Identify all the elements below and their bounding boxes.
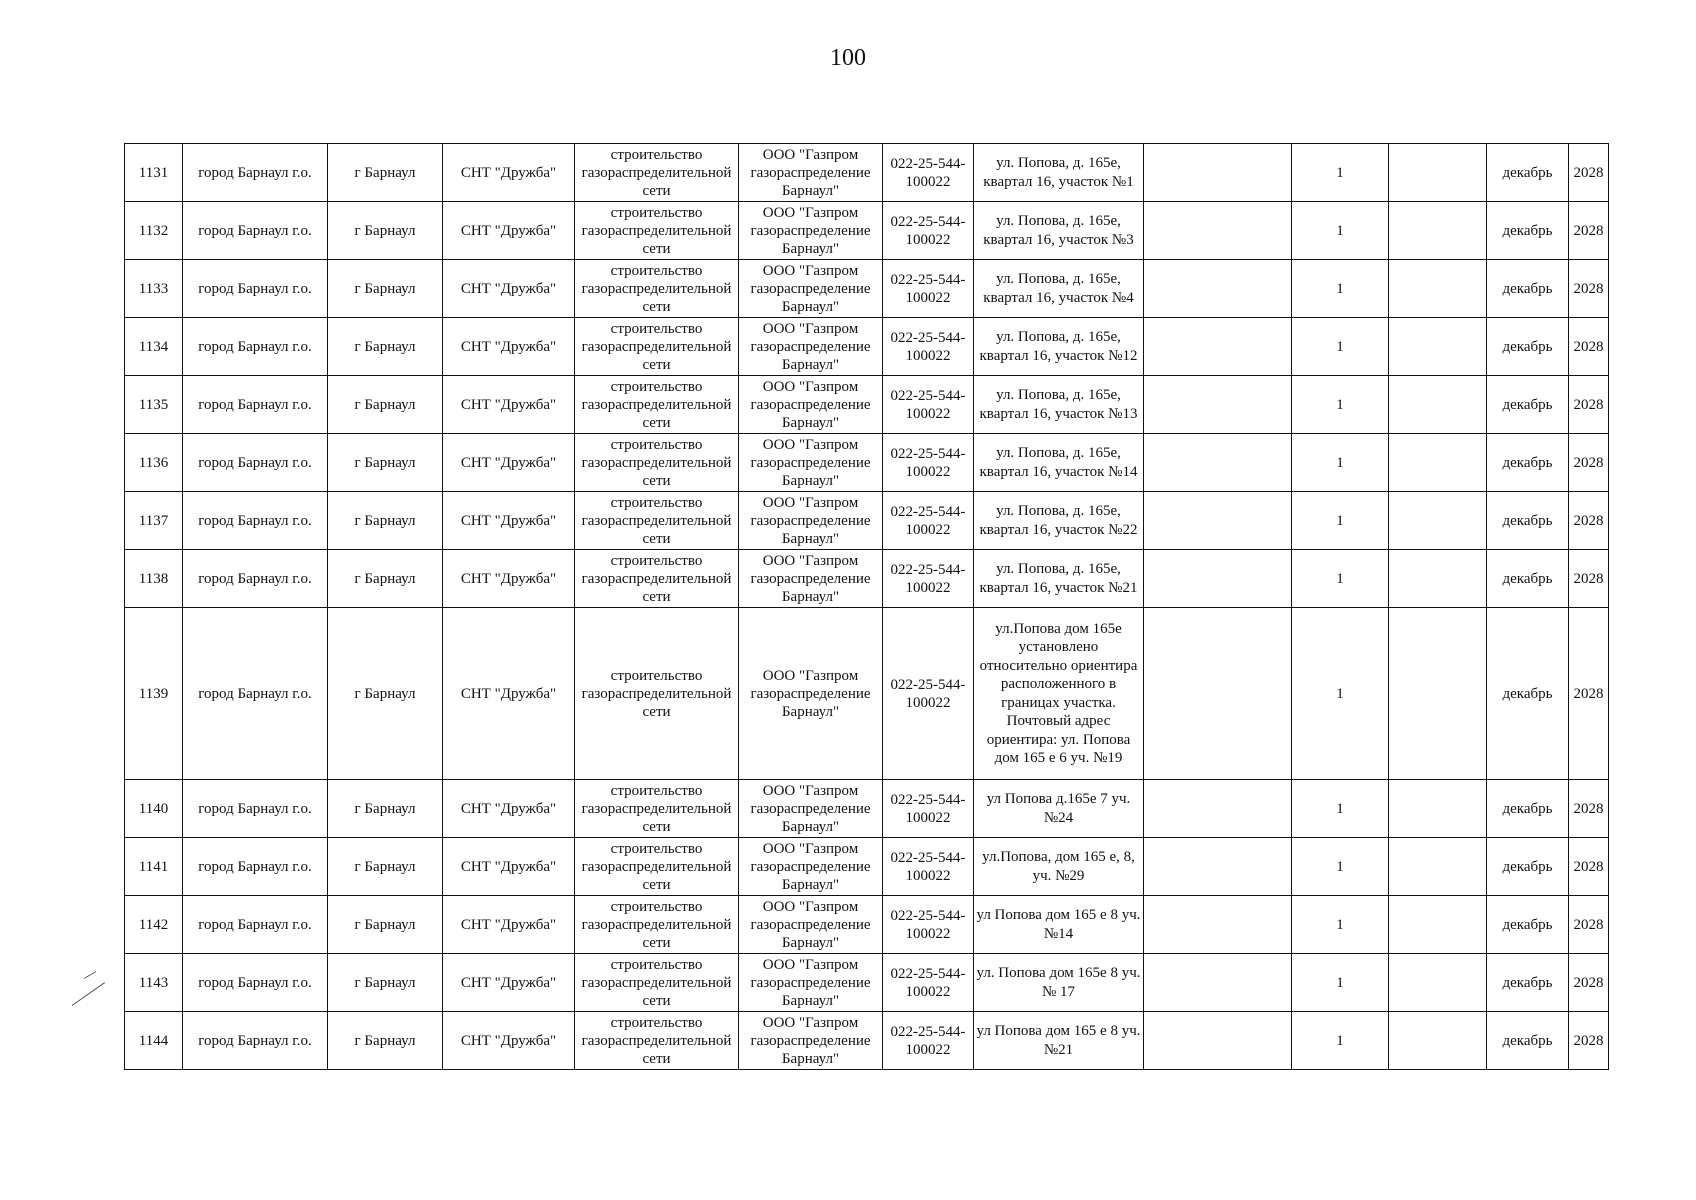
- count-cell: 1: [1292, 318, 1389, 376]
- municipality-cell: город Барнаул г.о.: [183, 550, 328, 608]
- code-cell: 022-25-544-100022: [883, 318, 974, 376]
- empty-cell: [1389, 434, 1487, 492]
- organization-cell: ООО "Газпром газораспределение Барнаул": [739, 260, 883, 318]
- empty-cell: [1389, 1012, 1487, 1070]
- settlement-cell: г Барнаул: [328, 780, 443, 838]
- address-cell: ул. Попова, д. 165е, квартал 16, участок №21: [974, 550, 1144, 608]
- month-cell: декабрь: [1487, 434, 1569, 492]
- work-type-cell: строительство газораспределительной сети: [575, 202, 739, 260]
- year-cell: 2028: [1569, 780, 1609, 838]
- empty-cell: [1144, 896, 1292, 954]
- year-cell: 2028: [1569, 1012, 1609, 1070]
- address-cell: ул. Попова, д. 165е, квартал 16, участок №12: [974, 318, 1144, 376]
- work-type-cell: строительство газораспределительной сети: [575, 896, 739, 954]
- work-type-cell: строительство газораспределительной сети: [575, 1012, 739, 1070]
- row-number-cell: 1138: [125, 550, 183, 608]
- month-cell: декабрь: [1487, 376, 1569, 434]
- organization-cell: ООО "Газпром газораспределение Барнаул": [739, 492, 883, 550]
- code-cell: 022-25-544-100022: [883, 550, 974, 608]
- work-type-cell: строительство газораспределительной сети: [575, 780, 739, 838]
- municipality-cell: город Барнаул г.о.: [183, 144, 328, 202]
- address-cell: ул. Попова дом 165е 8 уч. № 17: [974, 954, 1144, 1012]
- empty-cell: [1389, 896, 1487, 954]
- address-cell: ул. Попова, д. 165е, квартал 16, участок №14: [974, 434, 1144, 492]
- empty-cell: [1389, 954, 1487, 1012]
- settlement-cell: г Барнаул: [328, 260, 443, 318]
- count-cell: 1: [1292, 838, 1389, 896]
- year-cell: 2028: [1569, 896, 1609, 954]
- count-cell: 1: [1292, 550, 1389, 608]
- year-cell: 2028: [1569, 260, 1609, 318]
- row-number-cell: 1137: [125, 492, 183, 550]
- municipality-cell: город Барнаул г.о.: [183, 434, 328, 492]
- empty-cell: [1389, 202, 1487, 260]
- address-cell: ул. Попова, д. 165е, квартал 16, участок №1: [974, 144, 1144, 202]
- empty-cell: [1144, 608, 1292, 780]
- code-cell: 022-25-544-100022: [883, 1012, 974, 1070]
- empty-cell: [1144, 202, 1292, 260]
- count-cell: 1: [1292, 954, 1389, 1012]
- address-cell: ул. Попова, д. 165е, квартал 16, участок №22: [974, 492, 1144, 550]
- settlement-cell: г Барнаул: [328, 954, 443, 1012]
- table-row: [125, 318, 1609, 376]
- month-cell: декабрь: [1487, 896, 1569, 954]
- empty-cell: [1144, 1012, 1292, 1070]
- empty-cell: [1389, 260, 1487, 318]
- address-cell: ул Попова дом 165 е 8 уч. №21: [974, 1012, 1144, 1070]
- table-row: [125, 434, 1609, 492]
- municipality-cell: город Барнаул г.о.: [183, 318, 328, 376]
- partnership-cell: СНТ "Дружба": [443, 202, 575, 260]
- count-cell: 1: [1292, 434, 1389, 492]
- code-cell: 022-25-544-100022: [883, 260, 974, 318]
- settlement-cell: г Барнаул: [328, 896, 443, 954]
- address-cell: ул Попова д.165е 7 уч. №24: [974, 780, 1144, 838]
- partnership-cell: СНТ "Дружба": [443, 318, 575, 376]
- settlement-cell: г Барнаул: [328, 144, 443, 202]
- work-type-cell: строительство газораспределительной сети: [575, 434, 739, 492]
- organization-cell: ООО "Газпром газораспределение Барнаул": [739, 376, 883, 434]
- organization-cell: ООО "Газпром газораспределение Барнаул": [739, 780, 883, 838]
- work-type-cell: строительство газораспределительной сети: [575, 954, 739, 1012]
- table-row: [125, 608, 1609, 780]
- row-number-cell: 1143: [125, 954, 183, 1012]
- year-cell: 2028: [1569, 144, 1609, 202]
- empty-cell: [1144, 434, 1292, 492]
- settlement-cell: г Барнаул: [328, 1012, 443, 1070]
- code-cell: 022-25-544-100022: [883, 838, 974, 896]
- month-cell: декабрь: [1487, 838, 1569, 896]
- organization-cell: ООО "Газпром газораспределение Барнаул": [739, 608, 883, 780]
- partnership-cell: СНТ "Дружба": [443, 838, 575, 896]
- month-cell: декабрь: [1487, 954, 1569, 1012]
- month-cell: декабрь: [1487, 202, 1569, 260]
- scan-mark: [84, 971, 97, 979]
- municipality-cell: город Барнаул г.о.: [183, 202, 328, 260]
- code-cell: 022-25-544-100022: [883, 434, 974, 492]
- row-number-cell: 1142: [125, 896, 183, 954]
- year-cell: 2028: [1569, 492, 1609, 550]
- count-cell: 1: [1292, 260, 1389, 318]
- organization-cell: ООО "Газпром газораспределение Барнаул": [739, 202, 883, 260]
- empty-cell: [1144, 144, 1292, 202]
- year-cell: 2028: [1569, 608, 1609, 780]
- empty-cell: [1389, 838, 1487, 896]
- settlement-cell: г Барнаул: [328, 550, 443, 608]
- empty-cell: [1389, 550, 1487, 608]
- count-cell: 1: [1292, 1012, 1389, 1070]
- work-type-cell: строительство газораспределительной сети: [575, 608, 739, 780]
- work-type-cell: строительство газораспределительной сети: [575, 144, 739, 202]
- month-cell: декабрь: [1487, 318, 1569, 376]
- code-cell: 022-25-544-100022: [883, 608, 974, 780]
- empty-cell: [1144, 260, 1292, 318]
- address-cell: ул. Попова, д. 165е, квартал 16, участок №4: [974, 260, 1144, 318]
- table-row: [125, 260, 1609, 318]
- settlement-cell: г Барнаул: [328, 318, 443, 376]
- organization-cell: ООО "Газпром газораспределение Барнаул": [739, 896, 883, 954]
- month-cell: декабрь: [1487, 608, 1569, 780]
- year-cell: 2028: [1569, 550, 1609, 608]
- municipality-cell: город Барнаул г.о.: [183, 376, 328, 434]
- partnership-cell: СНТ "Дружба": [443, 608, 575, 780]
- address-cell: ул Попова дом 165 е 8 уч. №14: [974, 896, 1144, 954]
- municipality-cell: город Барнаул г.о.: [183, 1012, 328, 1070]
- work-type-cell: строительство газораспределительной сети: [575, 838, 739, 896]
- address-cell: ул.Попова, дом 165 е, 8, уч. №29: [974, 838, 1144, 896]
- count-cell: 1: [1292, 144, 1389, 202]
- row-number-cell: 1131: [125, 144, 183, 202]
- row-number-cell: 1134: [125, 318, 183, 376]
- municipality-cell: город Барнаул г.о.: [183, 838, 328, 896]
- month-cell: декабрь: [1487, 260, 1569, 318]
- table-body: [125, 144, 1609, 1070]
- work-type-cell: строительство газораспределительной сети: [575, 260, 739, 318]
- table-row: [125, 1012, 1609, 1070]
- month-cell: декабрь: [1487, 550, 1569, 608]
- empty-cell: [1389, 780, 1487, 838]
- work-type-cell: строительство газораспределительной сети: [575, 376, 739, 434]
- row-number-cell: 1141: [125, 838, 183, 896]
- settlement-cell: г Барнаул: [328, 492, 443, 550]
- row-number-cell: 1133: [125, 260, 183, 318]
- table-row: [125, 492, 1609, 550]
- empty-cell: [1144, 492, 1292, 550]
- count-cell: 1: [1292, 202, 1389, 260]
- organization-cell: ООО "Газпром газораспределение Барнаул": [739, 144, 883, 202]
- empty-cell: [1389, 376, 1487, 434]
- partnership-cell: СНТ "Дружба": [443, 260, 575, 318]
- settlement-cell: г Барнаул: [328, 376, 443, 434]
- row-number-cell: 1140: [125, 780, 183, 838]
- municipality-cell: город Барнаул г.о.: [183, 492, 328, 550]
- partnership-cell: СНТ "Дружба": [443, 434, 575, 492]
- table-row: [125, 954, 1609, 1012]
- work-type-cell: строительство газораспределительной сети: [575, 550, 739, 608]
- empty-cell: [1389, 492, 1487, 550]
- partnership-cell: СНТ "Дружба": [443, 780, 575, 838]
- count-cell: 1: [1292, 608, 1389, 780]
- code-cell: 022-25-544-100022: [883, 376, 974, 434]
- partnership-cell: СНТ "Дружба": [443, 896, 575, 954]
- partnership-cell: СНТ "Дружба": [443, 144, 575, 202]
- page-number: 100: [830, 45, 866, 71]
- code-cell: 022-25-544-100022: [883, 492, 974, 550]
- year-cell: 2028: [1569, 318, 1609, 376]
- register-table: [124, 143, 1609, 1070]
- table-row: [125, 550, 1609, 608]
- settlement-cell: г Барнаул: [328, 838, 443, 896]
- empty-cell: [1389, 318, 1487, 376]
- municipality-cell: город Барнаул г.о.: [183, 780, 328, 838]
- organization-cell: ООО "Газпром газораспределение Барнаул": [739, 318, 883, 376]
- year-cell: 2028: [1569, 434, 1609, 492]
- scan-mark: [72, 982, 105, 1006]
- organization-cell: ООО "Газпром газораспределение Барнаул": [739, 838, 883, 896]
- year-cell: 2028: [1569, 202, 1609, 260]
- organization-cell: ООО "Газпром газораспределение Барнаул": [739, 1012, 883, 1070]
- count-cell: 1: [1292, 780, 1389, 838]
- count-cell: 1: [1292, 896, 1389, 954]
- table-row: [125, 838, 1609, 896]
- code-cell: 022-25-544-100022: [883, 780, 974, 838]
- table-row: [125, 144, 1609, 202]
- address-cell: ул. Попова, д. 165е, квартал 16, участок №3: [974, 202, 1144, 260]
- work-type-cell: строительство газораспределительной сети: [575, 492, 739, 550]
- count-cell: 1: [1292, 376, 1389, 434]
- row-number-cell: 1135: [125, 376, 183, 434]
- row-number-cell: 1144: [125, 1012, 183, 1070]
- code-cell: 022-25-544-100022: [883, 896, 974, 954]
- empty-cell: [1389, 608, 1487, 780]
- address-cell: ул. Попова, д. 165е, квартал 16, участок №13: [974, 376, 1144, 434]
- row-number-cell: 1139: [125, 608, 183, 780]
- partnership-cell: СНТ "Дружба": [443, 376, 575, 434]
- month-cell: декабрь: [1487, 780, 1569, 838]
- partnership-cell: СНТ "Дружба": [443, 492, 575, 550]
- settlement-cell: г Барнаул: [328, 434, 443, 492]
- empty-cell: [1389, 144, 1487, 202]
- partnership-cell: СНТ "Дружба": [443, 954, 575, 1012]
- row-number-cell: 1136: [125, 434, 183, 492]
- month-cell: декабрь: [1487, 1012, 1569, 1070]
- code-cell: 022-25-544-100022: [883, 202, 974, 260]
- organization-cell: ООО "Газпром газораспределение Барнаул": [739, 434, 883, 492]
- row-number-cell: 1132: [125, 202, 183, 260]
- municipality-cell: город Барнаул г.о.: [183, 260, 328, 318]
- empty-cell: [1144, 376, 1292, 434]
- work-type-cell: строительство газораспределительной сети: [575, 318, 739, 376]
- partnership-cell: СНТ "Дружба": [443, 550, 575, 608]
- empty-cell: [1144, 318, 1292, 376]
- count-cell: 1: [1292, 492, 1389, 550]
- empty-cell: [1144, 780, 1292, 838]
- address-cell: ул.Попова дом 165е установлено относительно ориентира расположенного в границах участка. Почтовый адрес ориентира: ул. Попова дом 165 е 6 уч. №19: [974, 608, 1144, 780]
- table-row: [125, 780, 1609, 838]
- settlement-cell: г Барнаул: [328, 608, 443, 780]
- municipality-cell: город Барнаул г.о.: [183, 954, 328, 1012]
- month-cell: декабрь: [1487, 144, 1569, 202]
- month-cell: декабрь: [1487, 492, 1569, 550]
- organization-cell: ООО "Газпром газораспределение Барнаул": [739, 954, 883, 1012]
- municipality-cell: город Барнаул г.о.: [183, 608, 328, 780]
- year-cell: 2028: [1569, 376, 1609, 434]
- empty-cell: [1144, 550, 1292, 608]
- empty-cell: [1144, 954, 1292, 1012]
- settlement-cell: г Барнаул: [328, 202, 443, 260]
- table-row: [125, 896, 1609, 954]
- table-row: [125, 202, 1609, 260]
- year-cell: 2028: [1569, 954, 1609, 1012]
- code-cell: 022-25-544-100022: [883, 954, 974, 1012]
- code-cell: 022-25-544-100022: [883, 144, 974, 202]
- municipality-cell: город Барнаул г.о.: [183, 896, 328, 954]
- organization-cell: ООО "Газпром газораспределение Барнаул": [739, 550, 883, 608]
- partnership-cell: СНТ "Дружба": [443, 1012, 575, 1070]
- empty-cell: [1144, 838, 1292, 896]
- year-cell: 2028: [1569, 838, 1609, 896]
- table-row: [125, 376, 1609, 434]
